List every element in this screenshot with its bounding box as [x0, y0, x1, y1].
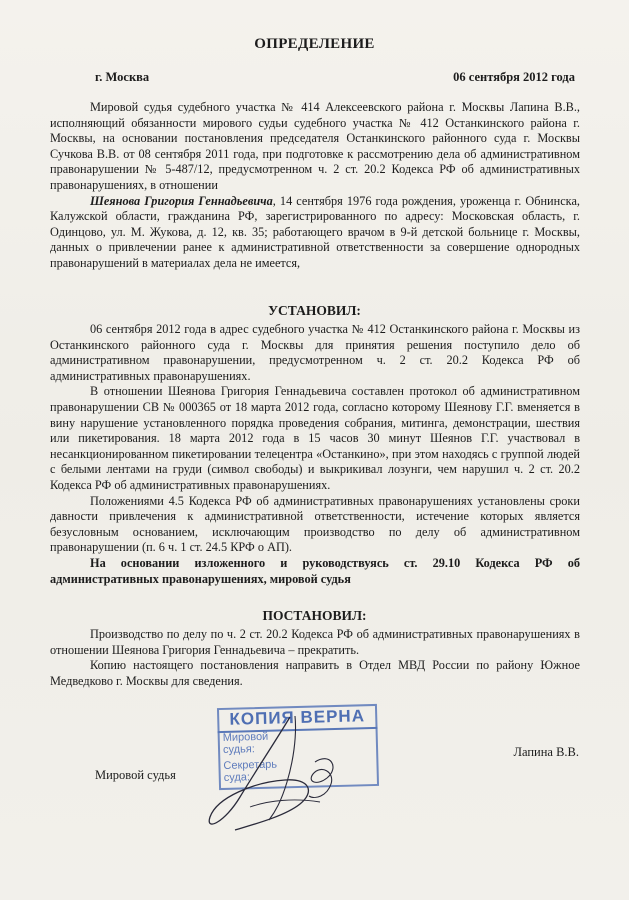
- stamp-line-court: суда:: [223, 771, 251, 784]
- grounds-paragraph: На основании изложенного и руководствуясь ст. 29.10 Кодекса РФ об административных правонарушениях, мировой судья: [50, 555, 580, 586]
- person-name: Шеянова Григория Геннадьевича: [90, 193, 273, 208]
- established-block: [50, 322, 580, 587]
- person-paragraph: [50, 194, 580, 272]
- established-paragraph-3: Положениями 4.5 Кодекса РФ об административных правонарушениях установлены сроки давности привлечения к административной ответственности, истечение которых является безусловным основанием, исключающим производство по делу об административном правонарушении (п. 6 ч. 1 ст. 24.5 КРФ о АП).: [50, 493, 580, 555]
- heading-established: УСТАНОВИЛ:: [268, 303, 361, 318]
- intro-block: [50, 100, 580, 272]
- person-details: , 14 сентября 1976 года рождения, уроженца г. Обнинска, Калужской области, гражданина РФ, зарегистрированного по адресу: Московская область, г. Одинцово, ул. М. Жукова, д. 12, кв. 35; работающего врачом в 9-й детской больнице г. Москвы, данных о привлечении ранее к административной ответственности за совершение однородных правонарушений в материалах дела не имеется,: [50, 193, 580, 270]
- decided-paragraph-2: Копию настоящего постановления направить в Отдел МВД России по району Южное Медведково г. Москвы для сведения.: [50, 658, 580, 688]
- decided-paragraph-1: Производство по делу по ч. 2 ст. 20.2 Кодекса РФ об административных правонарушениях в отношении Шеянова Григория Геннадьевича – прекратить.: [50, 627, 580, 657]
- judge-name: Лапина В.В.: [513, 745, 579, 759]
- heading-decided: ПОСТАНОВИЛ:: [262, 608, 367, 623]
- decided-block: [50, 627, 580, 689]
- stamp-line-judge-colon: судья:: [222, 743, 255, 756]
- stamp-line-secretary: Секретарь: [223, 758, 278, 772]
- established-paragraph-2: В отношении Шеянова Григория Геннадьевича составлен протокол об административном правонарушении СВ № 000365 от 18 марта 2012 года, согласно которому Шеянову Г.Г. вменяется в вину нарушение установленного порядка проведения собрания, митинга, демонстрации, шествия или пикетирования. 18 марта 2012 года в 15 часов 30 минут Шеянов Г.Г. участвовал в несанкционированном пикетировании телецентра «Останкино», при этом находясь с группой людей с белыми лентами на груди (символ свободы) и выкрикивал лозунги, чем нарушил ч. 2 ст. 20.2 Кодекса РФ об административных правонарушениях.: [50, 384, 580, 492]
- stamp-line-judge: Мировой: [222, 730, 269, 744]
- document-date: 06 сентября 2012 года: [453, 70, 575, 84]
- handwritten-signature: [195, 712, 375, 842]
- document-title: ОПРЕДЕЛЕНИЕ: [254, 36, 375, 52]
- judge-label: Мировой судья: [95, 768, 176, 782]
- intro-paragraph: Мировой судья судебного участка № 414 Алексеевского района г. Москвы Лапина В.В., исполняющий обязанности мирового судьи судебного участка № 412 Останкинского района г. Москвы, на основании постановления председателя Останкинского районного суда г. Москвы Сучкова В.В. от 08 сентября 2011 года, при подготовке к рассмотрению дела об административном правонарушении № 5-487/12, предусмотренном ч. 2 ст. 20.2 Кодекса РФ об административных правонарушениях, в отношении: [50, 100, 580, 192]
- document-city: г. Москва: [95, 70, 150, 84]
- established-paragraph-1: 06 сентября 2012 года в адрес судебного участка № 412 Останкинского района г. Москвы из Останкинского районного суда г. Москвы для принятия решения поступило дело об административном правонарушении, предусмотренном ч. 2 ст. 20.2 Кодекса РФ об административных правонарушениях.: [50, 322, 580, 383]
- stamp-title: КОПИЯ ВЕРНА: [217, 706, 378, 733]
